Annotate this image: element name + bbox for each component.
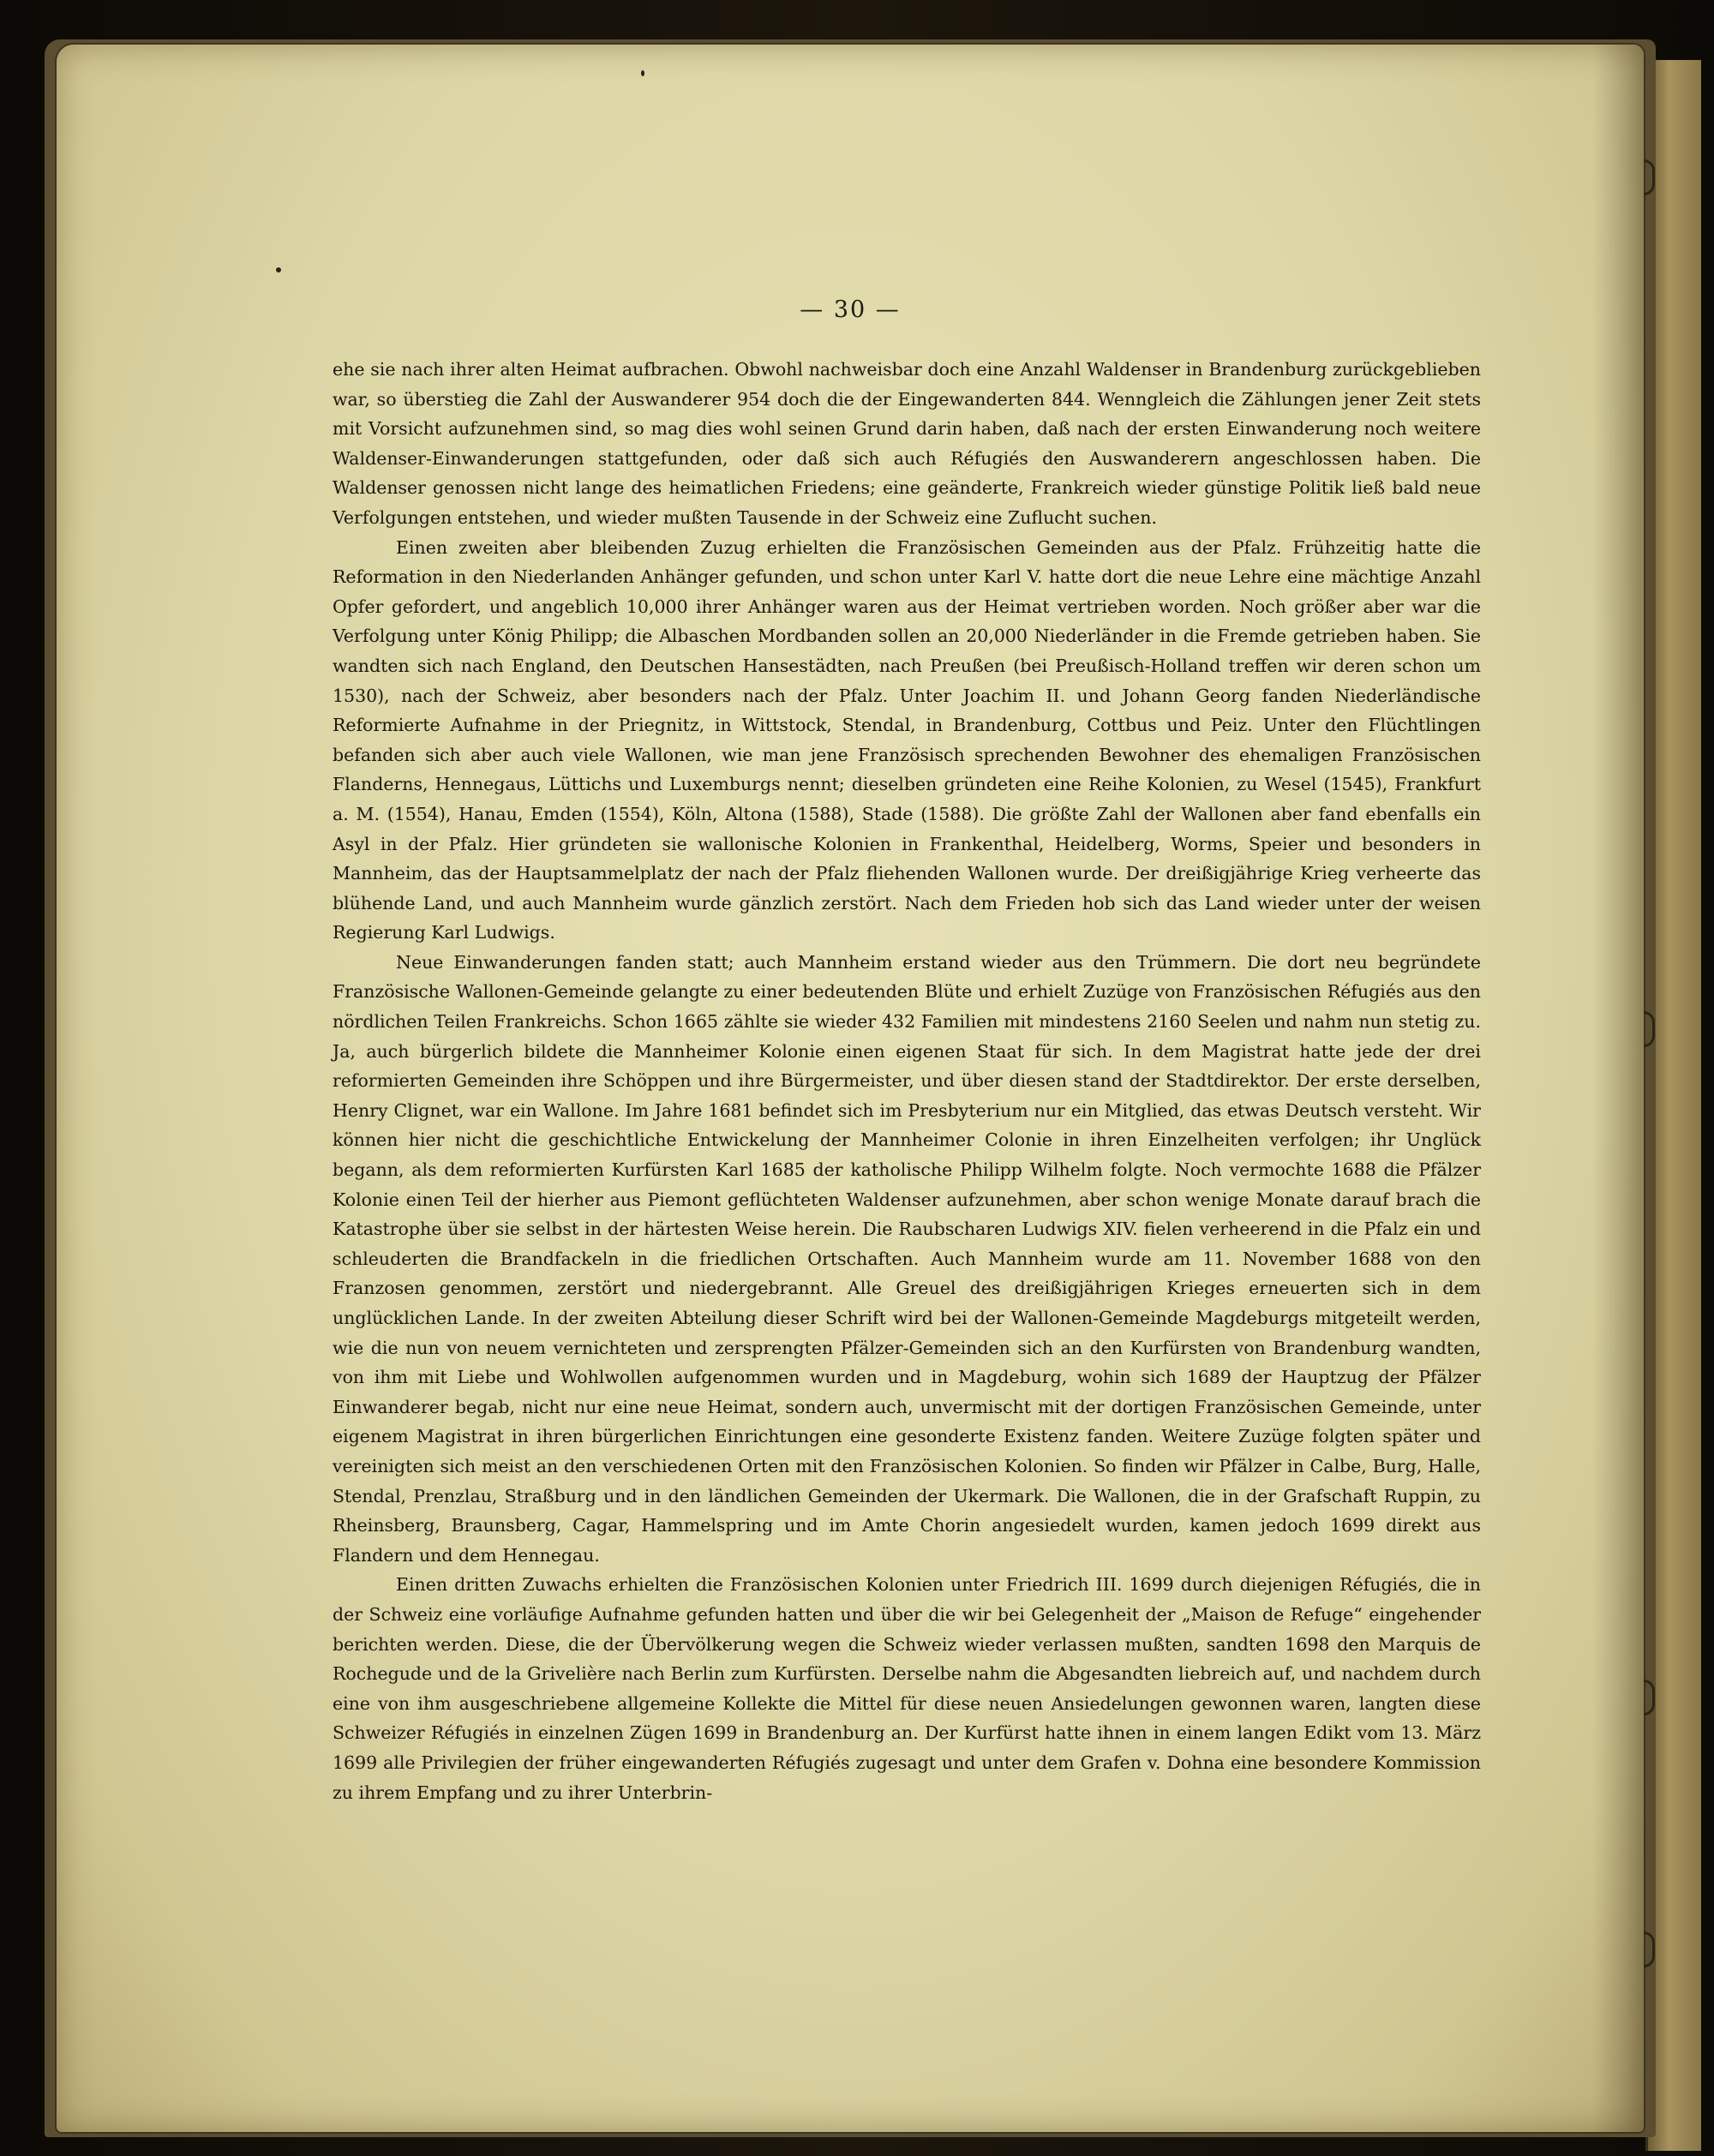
binding-mark <box>1644 159 1655 195</box>
ink-speck <box>276 267 281 272</box>
ink-speck <box>641 70 644 76</box>
paragraph-1: ehe sie nach ihrer alten Heimat aufbrachen. Obwohl nachweisbar doch eine Anzahl Waldenser in Brandenburg zurückgeblieben war, so überstieg die Zahl der Auswanderer 954 doch die der Eingewanderten 844. Wenngleich die Zählungen jener Zeit stets mit Vorsicht aufzunehmen sind, so mag dies wohl seinen Grund darin haben, daß nach der ersten Einwanderung noch weitere Waldenser-Einwanderungen stattgefunden, oder daß sich auch Réfugiés den Auswanderern angeschlossen haben. Die Waldenser genossen nicht lange des heimatlichen Friedens; eine geänderte, Frankreich wieder günstige Politik ließ bald neue Verfolgungen entstehen, und wieder mußten Tausende in der Schweiz eine Zuflucht suchen. <box>333 359 1481 528</box>
paragraph-4: Einen dritten Zuwachs erhielten die Französischen Kolonien unter Friedrich III. 1699 durch diejenigen Réfugiés, die in der Schweiz eine vorläufige Aufnahme gefunden hatten und über die wir bei Gelegenheit der „Maison de Refuge“ eingehender berichten werden. Diese, die der Übervölkerung wegen die Schweiz wieder verlassen mußten, sandten 1698 den Marquis de Rochegude und de la Grivelière nach Berlin zum Kurfürsten. Derselbe nahm die Abgesandten liebreich auf, und nachdem durch eine von ihm ausgeschriebene allgemeine Kollekte die Mittel für diese neuen Ansiedelungen gewonnen waren, langten diese Schweizer Réfugiés in einzelnen Zügen 1699 in Brandenburg an. Der Kurfürst hatte ihnen in einem langen Edikt vom 13. März 1699 alle Privilegien der früher eingewanderten Réfugiés zugesagt und unter dem Grafen v. Dohna eine besondere Kommission zu ihrem Empfang und zu ihrer Unterbrin- <box>333 1574 1481 1803</box>
gutter-shadow <box>1592 45 1644 2132</box>
body-text <box>333 355 1481 1807</box>
binding-mark <box>1644 1011 1655 1047</box>
paragraph-3: Neue Einwanderungen fanden statt; auch Mannheim erstand wieder aus den Trümmern. Die dort neu begründete Französische Wallonen-Gemeinde gelangte zu einer bedeutenden Blüte und erhielt Zuzüge von Französischen Réfugiés aus den nördlichen Teilen Frankreichs. Schon 1665 zählte sie wieder 432 Familien mit mindestens 2160 Seelen und nahm nun stetig zu. Ja, auch bürgerlich bildete die Mannheimer Kolonie einen eigenen Staat für sich. In dem Magistrat hatte jede der drei reformierten Gemeinden ihre Schöppen und ihre Bürgermeister, und über diesen stand der Stadtdirektor. Der erste derselben, Henry Clignet, war ein Wallone. Im Jahre 1681 befindet sich im Presbyterium nur ein Mitglied, das etwas Deutsch versteht. Wir können hier nicht die geschichtliche Entwickelung der Mannheimer Colonie in ihren Einzelheiten verfolgen; ihr Unglück begann, als dem reformierten Kurfürsten Karl 1685 der katholische Philipp Wilhelm folgte. Noch vermochte 1688 die Pfälzer Kolonie einen Teil der hierher aus Piemont geflüchteten Waldenser aufzunehmen, aber schon wenige Monate darauf brach die Katastrophe über sie selbst in der härtesten Weise herein. Die Raubscharen Ludwigs XIV. fielen verheerend in die Pfalz ein und schleuderten die Brandfackeln in die friedlichen Ortschaften. Auch Mannheim wurde am 11. November 1688 von den Franzosen genommen, zerstört und niedergebrannt. Alle Greuel des dreißigjährigen Krieges erneuerten sich in dem unglücklichen Lande. In der zweiten Abteilung dieser Schrift wird bei der Wallonen-Gemeinde Magdeburgs mitgeteilt werden, wie die nun von neuem vernichteten und zersprengten Pfälzer-Gemeinden sich an den Kurfürsten von Brandenburg wandten, von ihm mit Liebe und Wohlwollen aufgenommen wurden und in Magdeburg, wohin sich 1689 der Hauptzug der Pfälzer Einwanderer begab, nicht nur eine neue Heimat, sondern auch, unvermischt mit der dortigen Französischen Gemeinde, unter eigenem Magistrat in ihren bürgerlichen Einrichtungen eine gesonderte Existenz fanden. Weitere Zuzüge folgten später und vereinigten sich meist an den verschiedenen Orten mit den Französischen Kolonien. So finden wir Pfälzer in Calbe, Burg, Halle, Stendal, Prenzlau, Straßburg und in den ländlichen Gemeinden der Ukermark. Die Wallonen, die in der Grafschaft Ruppin, zu Rheinsberg, Braunsberg, Cagar, Hammelspring und im Amte Chorin angesiedelt wurden, kamen jedoch 1699 direkt aus Flandern und dem Hennegau. <box>333 951 1481 1566</box>
book-page <box>57 45 1644 2132</box>
page-number: — 30 — <box>800 296 901 323</box>
paragraph-2: Einen zweiten aber bleibenden Zuzug erhielten die Französischen Gemeinden aus der Pfalz. Frühzeitig hatte die Reformation in den Niederlanden Anhänger gefunden, und schon unter Karl V. hatte dort die neue Lehre eine mächtige Anzahl Opfer gefordert, und angeblich 10,000 ihrer Anhänger waren aus der Heimat vertrieben worden. Noch größer aber war die Verfolgung unter König Philipp; die Albaschen Mordbanden sollen an 20,000 Niederländer in die Fremde getrieben haben. Sie wandten sich nach England, den Deutschen Hansestädten, nach Preußen (bei Preußisch-Holland treffen wir deren schon um 1530), nach der Schweiz, aber besonders nach der Pfalz. Unter Joachim II. und Johann Georg fanden Niederländische Reformierte Aufnahme in der Priegnitz, in Wittstock, Stendal, in Brandenburg, Cottbus und Peiz. Unter den Flüchtlingen befanden sich aber auch viele Wallonen, wie man jene Französisch sprechenden Bewohner des ehemaligen Französischen Flanderns, Hennegaus, Lüttichs und Luxemburgs nennt; dieselben gründeten eine Reihe Kolonien, zu Wesel (1545), Frankfurt a. M. (1554), Hanau, Emden (1554), Köln, Altona (1588), Stade (1588). Die größte Zahl der Wallonen aber fand ebenfalls ein Asyl in der Pfalz. Hier gründeten sie wallonische Kolonien in Frankenthal, Heidelberg, Worms, Speier und besonders in Mannheim, das der Hauptsammelplatz der nach der Pfalz fliehenden Wallonen wurde. Der dreißigjährige Krieg verheerte das blühende Land, und auch Mannheim wurde gänzlich zerstört. Nach dem Frieden hob sich das Land wieder unter der weisen Regierung Karl Ludwigs. <box>333 536 1481 943</box>
binding-mark <box>1644 1931 1655 1967</box>
binding-mark <box>1644 1680 1655 1716</box>
